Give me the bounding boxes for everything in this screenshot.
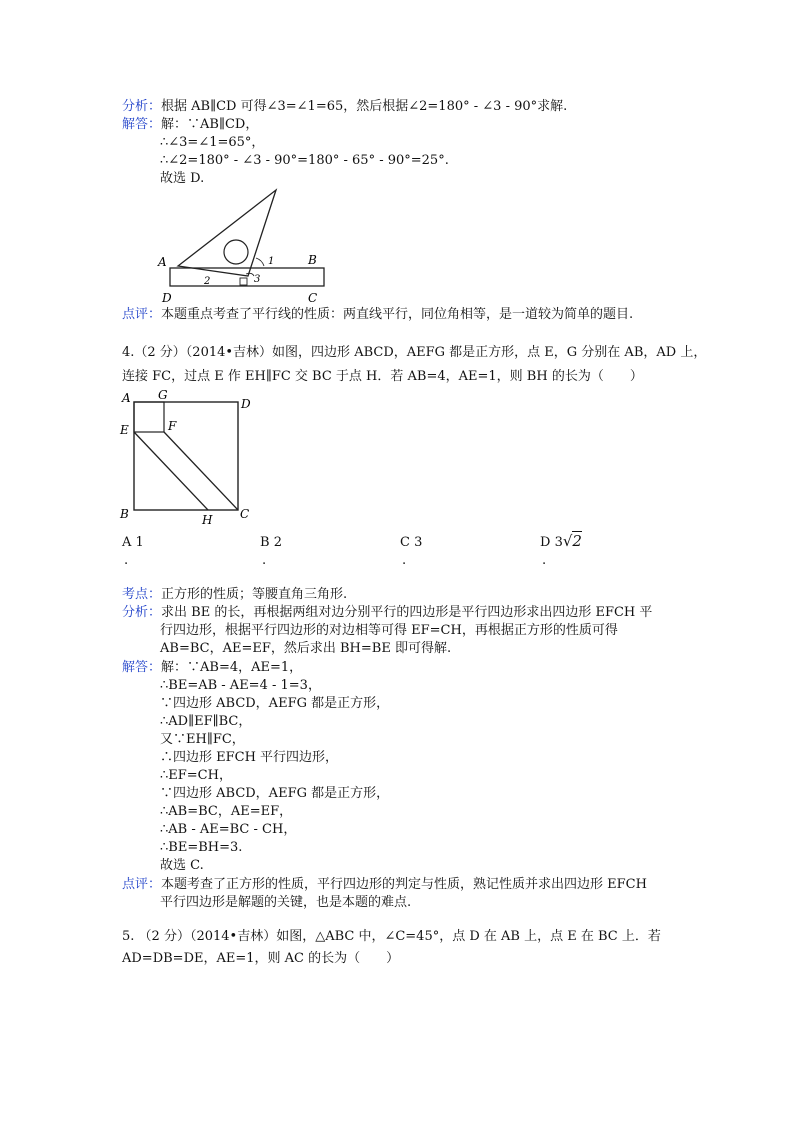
q4-comment-label: 点评：	[122, 877, 162, 892]
q4-answer-line-7: ∵四边形 ABCD，AEFG 都是正方形，	[160, 786, 390, 801]
q4-answer-line-6: ∴EF=CH，	[160, 768, 232, 783]
q4-figure	[116, 390, 260, 528]
q4-fig-label-f: F	[168, 419, 177, 433]
q3-fig-label-d: D	[162, 291, 172, 305]
q5-stem-line-2: AD=DB=DE，AE=1，则 AC 的长为（ ）	[122, 951, 400, 966]
q4-option-b-letter: B	[260, 535, 270, 550]
q4-fig-label-g: G	[158, 390, 168, 402]
q4-point-row	[122, 586, 347, 604]
q4-fig-label-c: C	[240, 507, 250, 521]
q4-option-b-value: 2	[273, 535, 282, 550]
q4-fig-label-b: B	[120, 507, 129, 521]
q3-fig-label-c: C	[308, 291, 318, 305]
q4-answer-line-3: ∴AD∥EF∥BC，	[160, 714, 252, 729]
q4-option-d[interactable]	[540, 533, 582, 551]
q3-analysis-text: 根据 AB∥CD 可得∠3=∠1=65，然后根据∠2=180° - ∠3 - 90°求解.	[161, 99, 568, 114]
q4-option-d-radicand: 2	[572, 532, 582, 550]
q4-comment-line-1: 平行四边形是解题的关键，也是本题的难点.	[160, 895, 412, 910]
q4-answer-line-9: ∴AB - AE=BC - CH，	[160, 822, 297, 837]
q4-answer-line-2: ∵四边形 ABCD，AEFG 都是正方形，	[160, 696, 390, 711]
q3-comment-text: 本题重点考查了平行线的性质：两直线平行，同位角相等，是一道较为简单的题目.	[161, 307, 634, 322]
q3-analysis-row	[122, 98, 567, 116]
q4-option-a-dot: .	[124, 553, 129, 568]
q4-option-b-dot: .	[262, 553, 267, 568]
q4-answer-row	[122, 659, 302, 677]
q3-comment-row	[122, 306, 633, 324]
q4-fig-label-e: E	[120, 423, 129, 437]
q4-option-b[interactable]	[260, 535, 282, 551]
q4-option-c[interactable]	[400, 535, 422, 551]
q4-option-d-dot: .	[542, 553, 547, 568]
q4-answer-line-4: 又∵EH∥FC，	[160, 732, 245, 747]
q4-answer-line-0: 解：∵AB=4，AE=1，	[161, 660, 303, 675]
q3-fig-label-a: A	[158, 255, 167, 269]
q3-answer-label: 解答：	[122, 117, 162, 132]
q3-figure	[150, 186, 340, 306]
q4-analysis-line-0: 求出 BE 的长，再根据两组对边分别平行的四边形是平行四边形求出四边形 EFCH 平	[161, 605, 653, 620]
q4-point-label: 考点：	[122, 587, 162, 602]
q3-comment-label: 点评：	[122, 307, 162, 322]
q4-analysis-label: 分析：	[122, 605, 162, 620]
q4-analysis-line-1: 行四边形，根据平行四边形的对边相等可得 EF=CH，再根据正方形的性质可得	[160, 623, 618, 638]
q3-answer-row	[122, 116, 258, 134]
q4-analysis-line-2: AB=BC，AE=EF，然后求出 BH=BE 即可得解.	[160, 641, 452, 656]
q4-comment-line-0: 本题考查了正方形的性质，平行四边形的判定与性质，熟记性质并求出四边形 EFCH	[161, 877, 647, 892]
q4-option-a[interactable]	[122, 535, 144, 551]
q4-answer-line-5: ∴四边形 EFCH 平行四边形，	[160, 750, 339, 765]
q3-answer-line-1: ∴∠3=∠1=65°，	[160, 135, 265, 150]
q4-stem-line-2: 连接 FC，过点 E 作 EH∥FC 交 BC 于点 H．若 AB=4，AE=1，则 BH 的长为（ ）	[122, 369, 643, 384]
q3-fig-angle-1: 1	[268, 256, 275, 267]
q4-answer-line-8: ∴AB=BC，AE=EF，	[160, 804, 293, 819]
q3-analysis-label: 分析：	[122, 99, 162, 114]
q4-analysis-row	[122, 604, 652, 622]
q3-fig-label-b: B	[308, 253, 317, 267]
q4-fig-label-d: D	[241, 397, 251, 411]
q4-stem-line-1: 4.（2 分）（2014•吉林）如图，四边形 ABCD，AEFG 都是正方形，点 E，G 分别在 AB，AD 上，	[122, 345, 707, 360]
q4-option-a-letter: A	[122, 535, 132, 550]
q4-option-d-value: 3	[554, 535, 563, 550]
q4-option-a-value: 1	[135, 535, 144, 550]
sqrt-radical-icon: √	[562, 532, 573, 550]
q3-answer-line-3: 故选 D.	[160, 171, 205, 186]
q4-option-d-letter: D	[540, 535, 551, 550]
q4-answer-line-10: ∴BE=BH=3.	[160, 840, 243, 855]
q4-comment-row	[122, 876, 647, 894]
q3-fig-angle-2: 2	[204, 276, 211, 287]
q4-answer-line-1: ∴BE=AB - AE=4 - 1=3，	[160, 678, 321, 693]
q4-fig-label-h: H	[202, 513, 213, 527]
q3-answer-line-0: 解：∵AB∥CD，	[161, 117, 259, 132]
q4-point-text: 正方形的性质；等腰直角三角形.	[161, 587, 348, 602]
q4-option-c-letter: C	[400, 535, 410, 550]
q4-answer-line-11: 故选 C.	[160, 858, 204, 873]
q4-answer-label: 解答：	[122, 660, 162, 675]
q3-answer-line-2: ∴∠2=180° - ∠3 - 90°=180° - 65° - 90°=25°.	[160, 153, 449, 168]
q4-fig-label-a: A	[122, 391, 131, 405]
q3-fig-angle-3: 3	[254, 274, 261, 285]
q5-stem-line-1: 5. （2 分）（2014•吉林）如图，△ABC 中，∠C=45°，点 D 在 AB 上，点 E 在 BC 上．若	[122, 929, 661, 944]
q4-option-c-dot: .	[402, 553, 407, 568]
q4-option-c-value: 3	[414, 535, 423, 550]
